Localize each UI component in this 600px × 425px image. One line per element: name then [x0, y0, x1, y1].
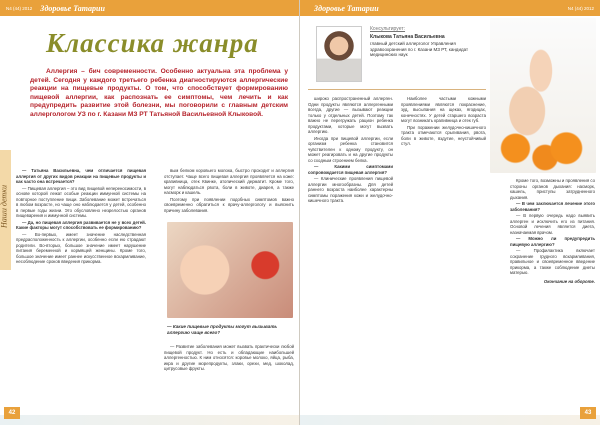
paragraph: Наиболее частыми кожными проявлениями являются покраснение, зуд, высыпания на щеках, ягодицах, конечностях. У детей старшего возраста могут возникать крапивница и отек губ. — [401, 96, 486, 123]
paragraph: вым белком коровьего молока, быстро проходит и аллергия отступает. Чаще всего пищевая аллергия проявляется на коже: крапивница, отек Квинке, атопический дерматит. Кроме того, могут наблюдаться рвота, боли в животе, диарея, а также насморк и кашель. — [164, 168, 294, 195]
question-caption: — Какие пищевые продукты могут вызывать аллергию чаще всего? — [167, 324, 278, 335]
answer: — Развитие заболевания может вызвать практически любой пищевой продукт. Но есть и обладающие наибольшей аллергенностью. К ним относятся: коровье молоко, яйца, рыба, икра и другие морепродукты, злаки, орехи, мед, шоколад, цитрусовые фрукты. — [164, 344, 294, 371]
article-columns — [16, 168, 294, 400]
paragraph: Кроме того, возможны и проявления со стороны органов дыхания: насморк, кашель, приступы затрудненного дыхания. — [510, 178, 595, 200]
consultant-name: Клыкова Татьяна Васильевна — [370, 34, 445, 40]
question: — В чем заключается лечение этого заболевания? — [510, 201, 595, 212]
paragraph: Поэтому при появлении подобных симптомов важно своевременно обратиться к врачу-аллергологу и выяснить причину заболевания. — [164, 196, 294, 213]
section-tab-label: Наши детки — [0, 185, 9, 228]
continued-note: Окончание на обороте. — [543, 278, 595, 284]
answer: — Пищевая аллергия – это вид пищевой непереносимости, в основе которой лежат особые реакции иммунной системы на повторное поступление пищи. Заболевание может встречаться в любом возрасте, но чаще оно наблюдается у детей, особенно в первые годы жизни. Это обусловлено незрелостью органов пищеварения и иммунной системы. — [16, 185, 146, 218]
paragraph: широко распространенный аллерген. Одни продукты являются аллергенными всегда, другие — вызывают реакции только у отдельных детей. Поэтому так важно не перегружать рацион ребенка продуктами, которые могут вызвать аллергию. — [308, 96, 393, 134]
text-column-3-wrap — [510, 178, 595, 285]
paragraph: При поражении желудочно-кишечного тракта отмечаются срыгивания, рвота, боли в животе, вздутие, неустойчивый стул. — [401, 124, 486, 146]
question: — Да, но пищевая аллергия развивается не у всех детей. Какие факторы могут способствовать ее формированию? — [16, 219, 146, 230]
page-header — [300, 0, 600, 16]
answer: — В первую очередь надо выявить аллерген и исключить его из питания. Основой лечения является диета, назначаемая врачом. — [510, 213, 595, 235]
footer-ribbon — [0, 415, 299, 425]
text-column-2b — [164, 344, 294, 373]
answer: — Во-первых, имеет значение наследственная предрасположенность к аллергии, особенно если ею страдают родители. Во-вторых, большое значение имеет нарушение питания беременной и кормящей женщины. Кроме того, большое значение имеет раннее искусственное вскармливание, несоблюдение сроков введения прикорма. — [16, 231, 146, 264]
issue-label: N4 (44) 2012 — [567, 5, 594, 11]
text-column-2 — [164, 168, 294, 214]
question: — Какими симптомами сопровождается пищевая аллергия? — [308, 164, 393, 175]
magazine-title: Здоровье Татарии — [40, 3, 105, 13]
magazine-title: Здоровье Татарии — [314, 3, 379, 13]
text-column-3 — [510, 178, 595, 284]
issue-label: N4 (44) 2012 — [6, 5, 33, 11]
page-number: 42 — [4, 407, 20, 419]
question: — Татьяна Васильевна, чем отличается пищевая аллергия от других видов реакции на пищевые продукты и как часто она встречается? — [16, 168, 146, 184]
page-number: 43 — [580, 407, 596, 419]
answer: — Профилактика включает сохранение грудного вскармливания, правильное и своевременное введение прикорма, а также соблюдение диеты матерью. — [510, 248, 595, 275]
text-column-1 — [16, 168, 146, 266]
babies-with-oranges-photo — [490, 18, 596, 173]
text-column-2 — [401, 96, 486, 148]
text-column-1 — [308, 96, 393, 205]
page-header — [0, 0, 299, 16]
consultant-label: Консультирует: — [370, 26, 406, 32]
consultant-role: главный детский аллерголог Управления здравоохранения по г. Казани МЗ РТ, кандидат медицинских наук — [370, 41, 469, 57]
consultant-block — [308, 18, 486, 90]
section-tab — [0, 150, 11, 270]
child-eating-photo — [167, 222, 293, 318]
paragraph: Иногда при пищевой аллергии, если организм ребенка становится чувствителен к одному продукту, он может реагировать и на другие продукты со сходным строением белка. — [308, 135, 393, 163]
question: — Можно ли предупредить пищевую аллергию? — [510, 236, 595, 247]
article-title: Классика жанра — [46, 28, 259, 58]
right-page — [300, 0, 600, 425]
answer: — Клинические проявления пищевой аллергии многообразны. Для детей раннего возраста наиболее характерны симптомы поражения кожи и желудочно-кишечного тракта. — [308, 176, 393, 203]
doctor-portrait — [316, 26, 362, 82]
article-intro: Аллергия – бич современности. Особенно актуальна эта проблема у детей. Сегодня у каждого третьего ребенка диагностируются аллергические реакции на пищевые продукты. О том, что способствует формированию пищевой аллергии, как распознать ее симптомы, чем лечить и как предупредить развитие этой болезни, мы поговорили с главным детским аллергологом УЗ по г. Казани МЗ РТ Татьяной Васильевной Клыковой. — [30, 68, 288, 118]
footer-ribbon — [300, 415, 600, 425]
